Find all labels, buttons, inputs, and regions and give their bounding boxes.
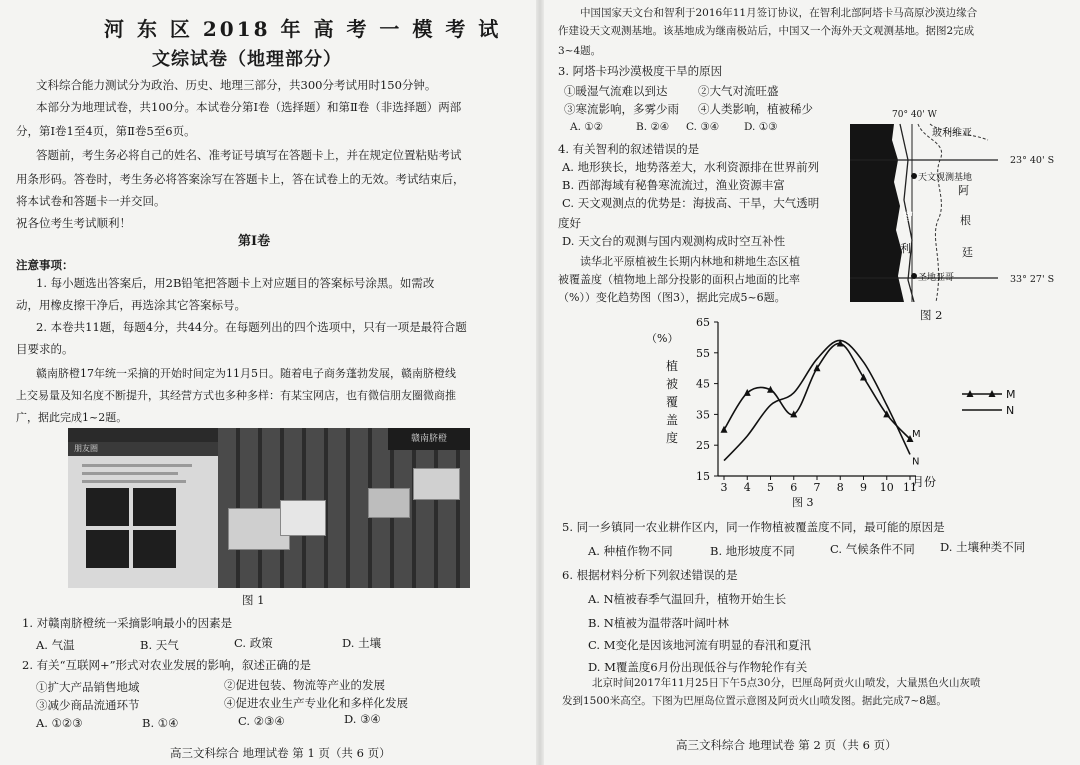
q4-option-b: B. 西部海域有秘鲁寒流流过，渔业资源丰富 [562,178,785,192]
x-tick-label: 10 [879,481,894,494]
x-tick-label: 4 [743,481,751,494]
figure-2-map [848,120,998,302]
x-tick-label: 3 [720,481,728,494]
q3-item-1: ①暖湿气流难以到达 [564,84,668,98]
x-tick-label: 9 [860,481,867,494]
q4-option-c-cont: 度好 [558,216,581,230]
q4-option-c: C. 天文观测点的优势是：海拔高、干旱，大气透明 [562,196,820,210]
legend-label-m: M [1006,388,1016,401]
figure-2-caption: 图 2 [920,308,943,322]
note-line: 动，用橡皮擦干净后，再选涂其它答案标号。 [16,298,246,312]
question-2: 2. 有关“互联网+”形式对农业发展的影响，叙述正确的是 [22,658,312,672]
intro-line: 分，第Ⅰ卷1至4页，第Ⅱ卷5至6页。 [16,124,196,138]
shop-sign: 赣南脐橙 [388,428,470,450]
map-label-bolivia: 玻利维亚 [932,128,972,139]
orange-image [86,488,129,526]
q3-option-d: D. ①③ [744,121,778,133]
q3-option-a: A. ①② [570,121,604,133]
observatory-marker [911,173,917,179]
orange-image [133,488,176,526]
section-title: 第Ⅰ卷 [238,234,271,249]
crate [368,488,410,518]
q1-option-a: A. 气温 [36,638,75,652]
q3-option-c: C. ③④ [686,121,720,133]
material-line: 上交易量及知名度不断提升，其经营方式也多种多样：有某宝网店，也有微信朋友圈微商推 [16,389,456,402]
x-tick-label: 6 [790,481,798,494]
point-m [744,389,751,396]
y-axis-unit: （%） [646,332,679,345]
post-text [82,472,178,475]
map-latitude-label-1: 23° 40' S [1010,155,1055,166]
question-5: 5. 同一乡镇同一农业耕作区内，同一作物植被覆盖度不同，最可能的原因是 [562,520,945,534]
q4-option-d: D. 天文台的观测与国内观测构成时空互补性 [562,234,786,248]
phone-title: 朋友圈 [68,442,218,456]
page-2-footer: 高三文科综合 地理试卷 第 2 页（共 6 页） [676,738,897,752]
figure-3-chart [640,314,1080,514]
question-1: 1. 对赣南脐橙统一采摘影响最小的因素是 [22,616,233,630]
question-3: 3. 阿塔卡玛沙漠极度干旱的原因 [558,64,723,78]
q1-option-c: C. 政策 [234,636,273,650]
legend-label-n: N [1006,404,1015,417]
q2-option-b: B. ①④ [142,716,179,730]
orange-image [86,530,129,568]
y-tick-label: 15 [696,470,710,483]
page-2 [540,0,1080,765]
material-line: （%））变化趋势图（图3），据此完成5~6题。 [558,291,786,304]
post-text [82,464,192,467]
q1-option-b: B. 天气 [140,638,179,652]
crate [280,500,326,536]
material-line: 3~4题。 [558,45,602,57]
y-tick-label: 65 [696,316,710,329]
q2-item-4: ④促进农业生产专业化和多样化发展 [224,696,408,710]
q2-option-d: D. ③④ [344,712,381,726]
q2-item-1: ①扩大产品销售地域 [36,680,140,694]
intro-line: 将本试卷和答题卡一并交回。 [16,194,166,208]
q2-option-a: A. ①②③ [36,716,83,730]
map-label-argentina-1: 阿 [958,184,969,197]
figure-1-photo [68,428,470,588]
q2-item-3: ③减少商品流通环节 [36,698,140,712]
material-line: 发到1500米高空。下图为巴厘岛位置示意图及阿贡火山喷发图。据此完成7~8题。 [562,695,947,707]
phone-screenshot [68,428,218,588]
material-line: 读华北平原植被生长期内林地和耕地生态区植 [580,255,800,268]
q4-option-a: A. 地形狭长，地势落差大，水利资源排在世界前列 [562,160,820,174]
map-longitude-label: 70° 40' W [892,110,937,120]
series-end-label-n: N [912,456,920,468]
q1-option-d: D. 土壤 [342,636,382,650]
intro-line: 本部分为地理试卷，共100分。本试卷分第Ⅰ卷（选择题）和第Ⅱ卷（非选择题）两部 [36,100,462,114]
y-tick-label: 25 [696,439,710,453]
y-tick-label: 55 [696,346,710,360]
q5-option-c: C. 气候条件不同 [830,542,915,556]
intro-line: 答题前，考生务必将自己的姓名、准考证号填写在答题卡上，并在规定位置粘贴考试 [36,148,462,162]
exam-title: 河 东 区 2018 年 高 考 一 模 考 试 [104,17,502,41]
q5-option-d: D. 土壤种类不同 [940,540,1026,554]
q5-option-a: A. 种植作物不同 [588,544,673,558]
q5-option-b: B. 地形坡度不同 [710,544,795,558]
material-line: 中国国家天文台和智利于2016年11月签订协议，在智利北部阿塔卡马高原沙漠边缘合 [580,7,978,19]
crate [413,468,460,500]
q3-item-2: ②大气对流旺盛 [698,84,779,98]
x-axis-label: 月份 [912,475,937,489]
page-1-footer: 高三文科综合 地理试卷 第 1 页（共 6 页） [170,746,391,760]
x-tick-label: 8 [836,481,844,494]
notes-title: 注意事项： [16,258,74,272]
series-end-label-m: M [912,429,921,441]
map-label-argentina-3: 廷 [962,246,973,259]
material-line: 广，据此完成1~2题。 [16,411,128,424]
material-line: 赣南脐橙17年统一采摘的开始时间定为11月5日。随着电子商务蓬勃发展，赣南脐橙线 [36,367,456,380]
y-tick-label: 45 [696,377,710,391]
q6-option-a: A. N植被春季气温回升，植物开始生长 [588,592,787,606]
figure-1-caption: 图 1 [242,593,265,607]
y-axis-label-char: 盖 [665,413,679,427]
question-4: 4. 有关智利的叙述错误的是 [558,142,700,156]
material-line: 北京时间2017年11月25日下午5点30分，巴厘岛阿贡火山喷发，大量黑色火山灰喷 [592,677,981,689]
exam-subtitle: 文综试卷（地理部分） [152,49,342,70]
question-6: 6. 根据材料分析下列叙述错误的是 [562,568,738,582]
intro-line: 用条形码。答卷时，考生务必将答案涂写在答题卡上，答在试卷上的无效。考试结束后， [16,172,465,186]
q3-item-3: ③寒流影响，多雾少雨 [564,102,679,116]
q6-option-b: B. N植被为温带落叶阔叶林 [588,616,729,630]
material-line: 被覆盖度（植物地上部分投影的面积占地面的比率 [558,273,800,286]
post-images [86,488,176,568]
map-label-base: 天文观测基地 [918,173,973,183]
y-axis-label-char: 植 [665,359,679,373]
q2-item-2: ②促进包装、物流等产业的发展 [224,678,385,692]
figure-3-caption: 图 3 [792,496,814,509]
phone-status-bar [68,428,218,442]
map-label-argentina-2: 根 [960,214,971,227]
q6-option-d: D. M覆盖度6月份出现低谷与作物轮作有关 [588,660,808,674]
material-line: 作建设天文观测基地。该基地成为继南极站后，中国又一个海外天文观测基地。据图2完成 [558,25,975,37]
y-axis-label-char: 度 [665,431,679,445]
series-line-n [724,340,910,460]
map-label-chile-1: 智 [902,210,913,223]
q3-item-4: ④人类影响，植被稀少 [698,102,813,116]
x-tick-label: 11 [903,481,917,494]
q6-option-c: C. M变化是因该地河流有明显的春汛和夏汛 [588,638,811,652]
y-axis-label-char: 覆 [665,395,679,409]
y-tick-label: 35 [696,408,710,422]
note-line: 1. 每小题选出答案后，用2B铅笔把答题卡上对应题目的答案标号涂黑。如需改 [36,276,435,290]
x-tick-label: 7 [813,481,821,494]
intro-line: 祝各位考生考试顺利！ [16,216,131,230]
map-label-chile-2: 利 [900,242,911,255]
q2-option-c: C. ②③④ [238,714,285,728]
y-axis-label-char: 被 [665,377,679,391]
post-text [82,480,186,483]
note-line: 目要求的。 [16,342,74,356]
santiago-marker [911,273,917,279]
q3-option-b: B. ②④ [636,121,670,133]
note-line: 2. 本卷共11题，每题4分，共44分。在每题列出的四个选项中，只有一项是最符合题 [36,320,467,334]
map-label-santiago: 圣地亚哥 [918,273,955,283]
intro-line: 文科综合能力测试分为政治、历史、地理三部分，共300分考试用时150分钟。 [36,78,437,92]
orange-image [133,530,176,568]
map-latitude-label-2: 33° 27' S [1010,274,1055,285]
x-tick-label: 5 [767,481,774,494]
